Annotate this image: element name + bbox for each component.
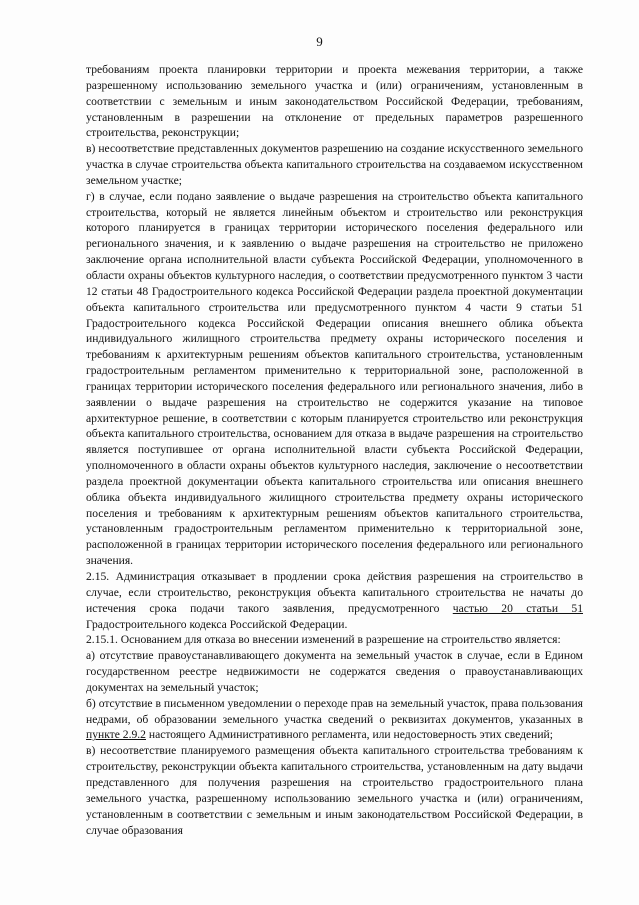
clause-reference-link[interactable]: пункте 2.9.2	[86, 728, 146, 742]
paragraph-item-b	[86, 696, 583, 744]
paragraph-item-g: г) в случае, если подано заявление о выдаче разрешения на строительство объекта капитального строительства, который не является линейным объектом и строительство или реконструкция которого планируется в границах территории исторического поселения федерального или регионального значения, и к заявлению о выдаче разрешения на строительство не приложено заключение органа исполнительной власти субъекта Российской Федерации, уполномоченного в области охраны объектов культурного наследия, о соответствии предусмотренного пунктом 3 части 12 статьи 48 Градостроительного кодекса Российской Федерации раздела проектной документации объекта капитального строительства или предусмотренного пунктом 4 части 9 статьи 51 Градостроительного кодекса Российской Федерации описания внешнего облика объекта индивидуального жилищного строительства предмету охраны исторического поселения и требованиям к архитектурным решениям объектов капитального строительства, установленным градостроительным регламентом применительно к территориальной зоне, расположенной в границах территории исторического поселения федерального или регионального значения, либо в заявлении о выдаче разрешения на строительство не содержится указание на типовое архитектурное решение, в соответствии с которым планируется строительство или реконструкция объекта капитального строительства, основанием для отказа в выдаче разрешения на строительство является поступившее от органа исполнительной власти субъекта Российской Федерации, уполномоченного в области охраны объектов культурного наследия, заключение о несоответствии раздела проектной документации объекта капитального строительства или описания внешнего облика объекта индивидуального жилищного строительства предмету охраны исторического поселения и требованиям к архитектурным решениям объектов капитального строительства, установленным градостроительным регламентом применительно к территориальной зоне, расположенной в границах территории исторического поселения федерального или регионального значения.	[86, 189, 583, 568]
paragraph-requirements: требованиям проекта планировки территории и проекта межевания территории, а также разрешенному использованию земельного участка и (или) ограничениям, установленным в соответствии с земельным и иным законодательством Российской Федерации, требованиям, установленным в разрешении на отклонение от предельных параметров разрешенного строительства, реконструкции;	[86, 63, 583, 140]
paragraph-2-15-tail: Градостроительного кодекса Российской Федерации.	[86, 617, 348, 631]
paragraph-item-a: а) отсутствие правоустанавливающего документа на земельный участок в случае, если в Едином государственном реестре недвижимости не содержатся сведения о правоустанавливающих документах на земельный участок;	[86, 649, 583, 694]
paragraph-item-v: в) несоответствие представленных документов разрешению на создание искусственного земельного участка в случае строительства объекта капитального строительства на создаваемом искусственном земельном участке;	[86, 142, 583, 187]
paragraph-item-v2: в) несоответствие планируемого размещения объекта капитального строительства требованиям к строительству, реконструкции объекта капитального строительства, установленным на дату выдачи представленного для получения разрешения на строительство градостроительного плана земельного участка, разрешенному использованию земельного участка и (или) ограничениям, установленным в соответствии с земельным и иным законодательством Российской Федерации, в случае образования	[86, 744, 583, 837]
paragraph-2-15-1: 2.15.1. Основанием для отказа во внесении изменений в разрешение на строительство является:	[86, 633, 561, 647]
paragraph-2-15-text: 2.15. Администрация отказывает в продлении срока действия разрешения на строительство в случае, если строительство, реконструкция объекта капитального строительства не начаты до истечения срока подачи такого заявления, предусмотренного	[86, 570, 583, 615]
paragraph-2-15	[86, 569, 583, 632]
paragraph-item-b-text: б) отсутствие в письменном уведомлении о переходе прав на земельный участок, права пользования недрами, об образовании земельного участка сведений о реквизитах документов, указанных в	[86, 696, 583, 726]
document-body	[86, 62, 583, 838]
law-reference-link[interactable]: частью 20 статьи 51	[452, 601, 583, 615]
paragraph-item-b-tail: настоящего Административного регламента, или недостоверность этих сведений;	[145, 728, 553, 742]
page-number: 9	[316, 34, 323, 49]
